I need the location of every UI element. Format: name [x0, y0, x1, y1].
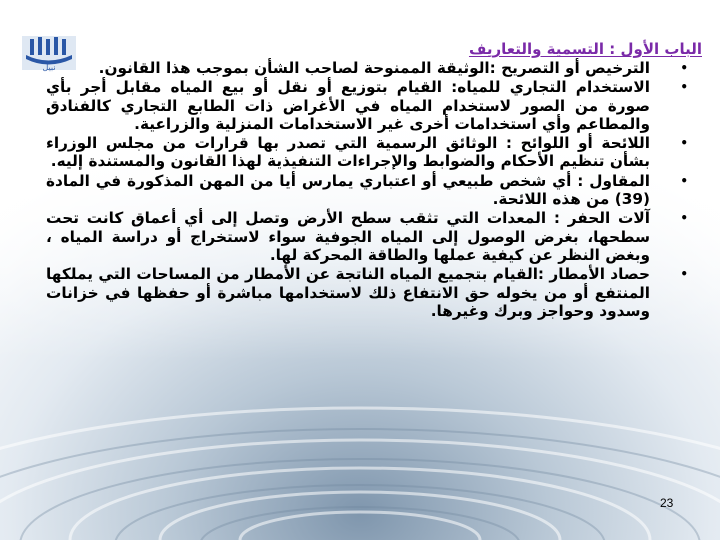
- definition-text: آلات الحفر : المعدات التي تثقب سطح الأرض وتصل إلى أي أعماق كانت تحت سطحها، بغرض الوصول إلى المياه الجوفية سواء لاستخراج أو دراسة المياه ، وبغض النظر عن كيفية عملها والطاقة المحركة لها.: [46, 209, 650, 264]
- definition-text: المقاول : أي شخص طبيعي أو اعتباري يمارس أيا من المهن المذكورة في المادة (39) من هذه اللائحة.: [46, 171, 650, 209]
- list-item: [40, 134, 702, 171]
- slide-title: الباب الأول : التسمية والتعاريف: [468, 40, 702, 58]
- list-item: [40, 265, 702, 320]
- definition-text: اللائحة أو اللوائح : الوثائق الرسمية التي تصدر بها قرارات من مجلس الوزراء بشأن تنظيم الأحكام والضوابط والإجراءات التنفيذية لهذا القانون والمستندة إليه.: [46, 134, 650, 171]
- list-item: [40, 78, 702, 133]
- definitions-list: [40, 59, 702, 320]
- bullet-icon: •: [680, 211, 688, 226]
- list-item: [40, 209, 702, 264]
- bullet-icon: •: [680, 61, 688, 75]
- bullet-icon: •: [680, 80, 688, 95]
- bullet-icon: •: [680, 267, 688, 282]
- slide-content: [40, 40, 702, 321]
- bullet-icon: •: [680, 136, 688, 151]
- definition-text: حصاد الأمطار :القيام بتجميع المياه الناتجة عن الأمطار من المساحات التي يملكها المنتفع أو من يخوله حق الانتفاع ذلك لاستخدامها مباشرة أو حفظها في خزانات وسدود وحواجز وبرك وغيرها.: [46, 265, 650, 320]
- bullet-icon: •: [680, 173, 688, 188]
- list-item: [40, 172, 702, 209]
- list-item: [40, 59, 702, 77]
- page-number: 23: [660, 496, 674, 510]
- definition-text: الترخيص أو التصريح :الوثيقة الممنوحة لصاحب الشأن بموجب هذا القانون.: [98, 59, 650, 77]
- logo-text: نبيل: [42, 63, 56, 72]
- definition-text: الاستخدام التجاري للمياه: القيام بتوزيع أو نقل أو بيع المياه مقابل أجر بأي صورة من الصور لاستخدام المياه في الأغراض ذات الطابع التجاري كالفنادق والمطاعم وأي استخدامات أخرى غير الاستخدامات المنزلية والزراعية.: [46, 78, 650, 133]
